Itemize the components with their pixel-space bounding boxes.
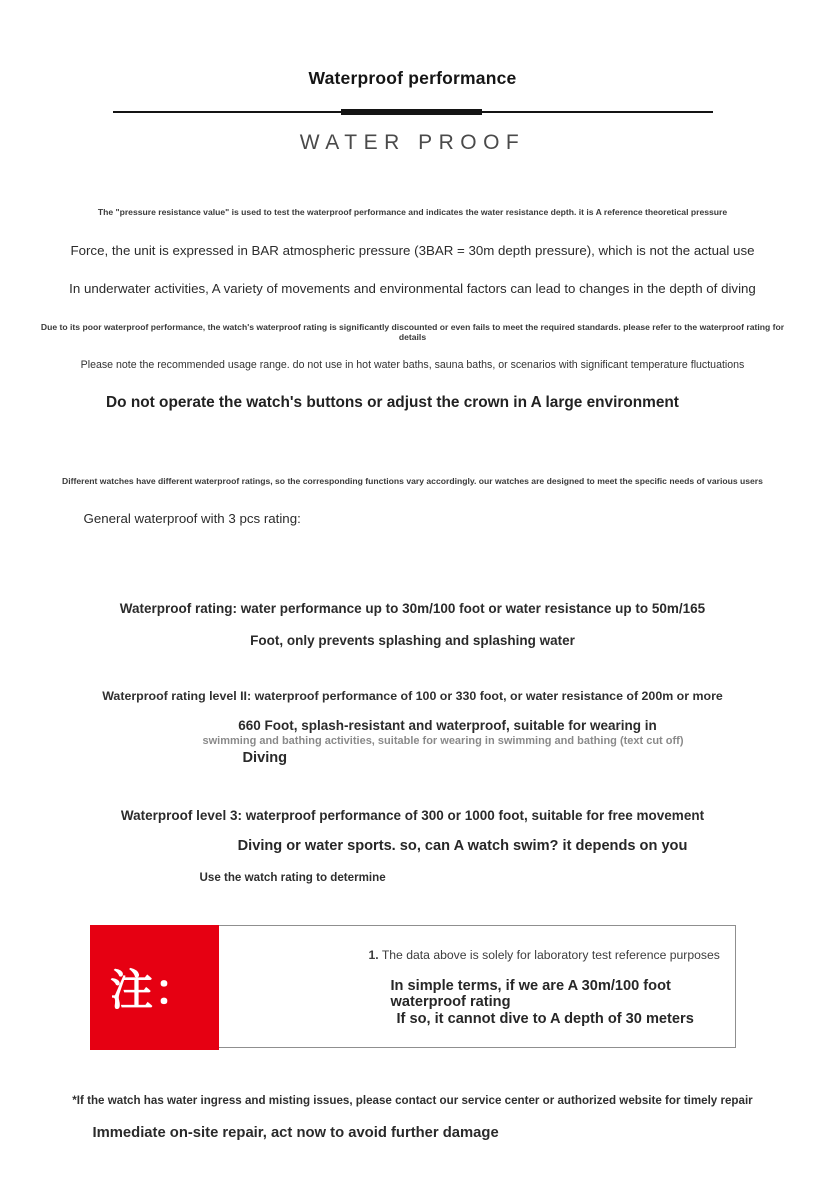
rating-level3-line3: Use the watch rating to determine [199, 871, 386, 884]
note-badge-label: 注： [110, 967, 198, 1015]
note-simple-terms: In simple terms, if we are A 30m/100 foot waterproof rating [390, 978, 671, 1010]
ratings-heading: General waterproof with 3 pcs rating: [83, 511, 301, 526]
intro-underwater-activities: In underwater activities, A variety of movements and environmental factors can lead to changes in the depth of diving [69, 281, 756, 296]
footer-repair-cta: Immediate on-site repair, act now to avoid further damage [92, 1125, 499, 1141]
intro-usage-range-note: Please note the recommended usage range. do not use in hot water baths, sauna baths, or scenarios with significant temperature fluctuations [80, 359, 745, 371]
note-item-1 [369, 948, 720, 962]
intro-poor-performance-note: Due to its poor waterproof performance, the watch's waterproof rating is significantly discounted or even fails to meet the required standards. please refer to the waterproof rating for details [40, 322, 785, 342]
ratings-intro-note: Different watches have different waterproof ratings, so the corresponding functions vary accordingly. our watches are designed to meet the specific needs of various users [62, 476, 763, 486]
intro-crown-warning: Do not operate the watch's buttons or adjust the crown in A large environment [106, 394, 679, 411]
rating-level2-line1: Waterproof rating level II: waterproof performance of 100 or 330 foot, or water resistance of 200m or more [102, 689, 723, 703]
page-title: Waterproof performance [308, 68, 517, 88]
note-section [90, 925, 737, 1050]
rating-level2-diving: Diving [242, 750, 288, 766]
rating-level2-line2: 660 Foot, splash-resistant and waterproof, suitable for wearing in [238, 718, 657, 733]
intro-note-pressure-value: The "pressure resistance value" is used to test the waterproof performance and indicates the water resistance depth. it is A reference theoretical pressure [97, 207, 728, 217]
footer-service-note: *If the watch has water ingress and misting issues, please contact our service center or authorized website for timely repair [72, 1094, 753, 1107]
rating-level3-line1: Waterproof level 3: waterproof performance of 300 or 1000 foot, suitable for free movement [120, 808, 705, 823]
rating-level1-line2: Foot, only prevents splashing and splashing water [250, 633, 575, 648]
rating-level1-line1: Waterproof rating: water performance up to 30m/100 foot or water resistance up to 50m/165 [119, 601, 706, 616]
note-cannot-dive: If so, it cannot dive to A depth of 30 meters [396, 1011, 694, 1027]
page-subtitle: WATER PROOF [299, 131, 526, 154]
note-item-number: 1. [368, 948, 379, 962]
note-text-box [218, 925, 736, 1048]
intro-bar-pressure: Force, the unit is expressed in BAR atmospheric pressure (3BAR = 30m depth pressure), which is not the actual use [70, 243, 755, 258]
note-item-text: The data above is solely for laboratory test reference purposes [378, 948, 720, 962]
divider-accent-bar [341, 109, 482, 115]
note-red-badge [90, 925, 219, 1050]
waterproof-info-page [38, 0, 788, 1186]
rating-level3-line2: Diving or water sports. so, can A watch swim? it depends on you [237, 838, 688, 854]
rating-level2-clipped-text: swimming and bathing activities, suitable for wearing in swimming and bathing (text cut off) [202, 735, 684, 747]
